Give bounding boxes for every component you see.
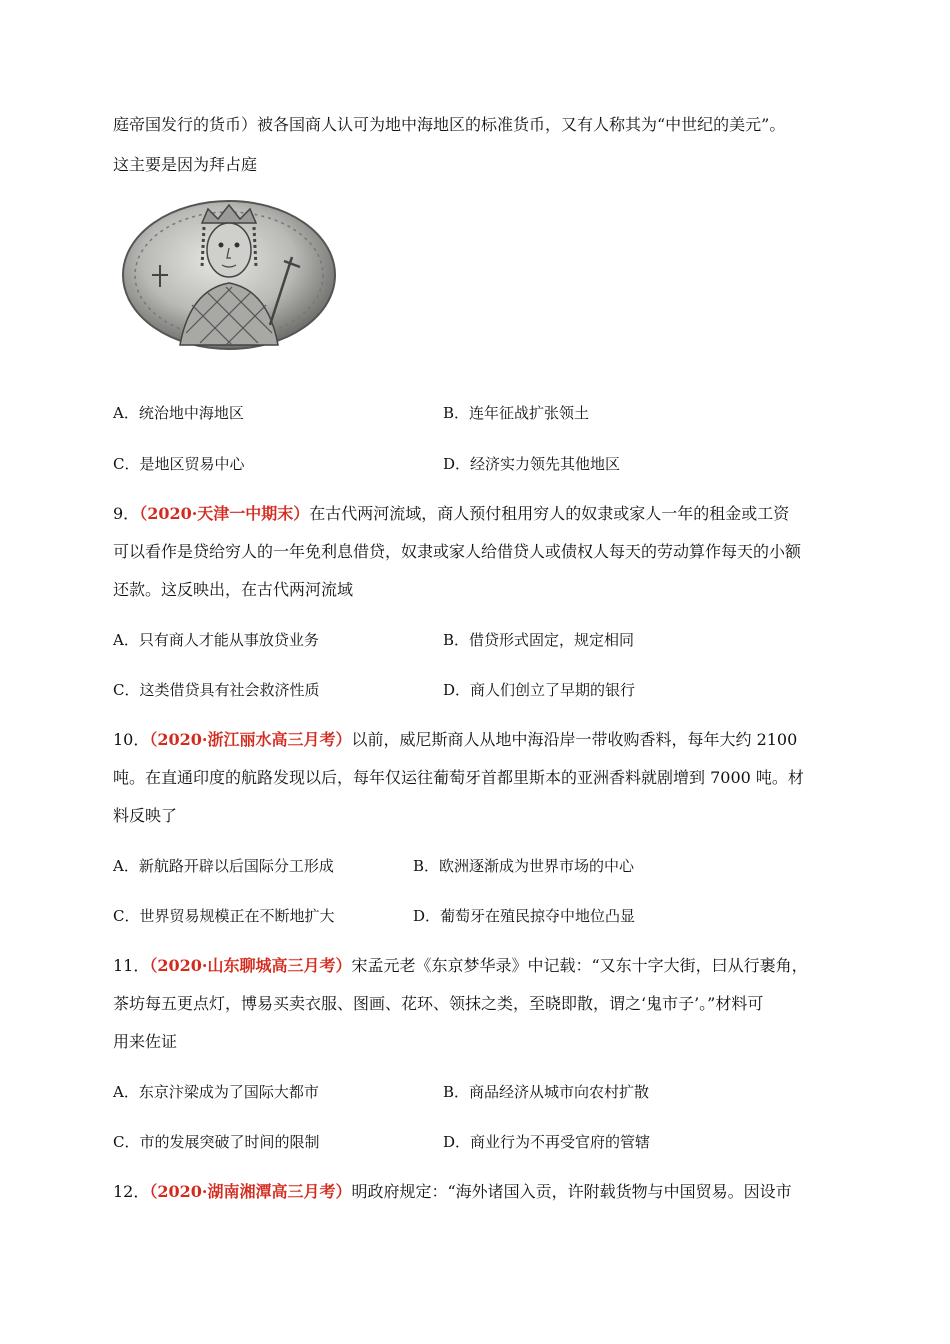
- q11-option-c[interactable]: C．市的发展突破了时间的限制: [113, 1133, 320, 1151]
- q10-stem-line2: 吨。在直通印度的航路发现以后，每年仅运往葡萄牙首都里斯本的亚洲香料就剧增到 7000 吨。材: [113, 768, 804, 787]
- q11-stem-line2: 茶坊每五更点灯，博易买卖衣服、图画、花环、领抹之类，至晓即散，谓之‘鬼市子’。”材料可: [113, 994, 764, 1013]
- q12-text: 明政府规定：“海外诸国入贡，许附载货物与中国贸易。因设市: [351, 1182, 792, 1201]
- q11-option-d[interactable]: D．商业行为不再受官府的管辖: [443, 1133, 651, 1151]
- q10-stem-line1: [113, 729, 797, 751]
- q12-stem-line1: [113, 1181, 792, 1203]
- q9-option-b[interactable]: B．借贷形式固定，规定相同: [443, 631, 635, 649]
- q8-option-a[interactable]: A．统治地中海地区: [113, 404, 244, 422]
- q9-number: 9．: [113, 504, 140, 523]
- q8-stem-line1: 庭帝国发行的货币）被各国商人认可为地中海地区的标准货币，又有人称其为“中世纪的美元”。: [113, 115, 786, 134]
- q11-source-tag: （2020·山东聊城高三月考）: [149, 956, 352, 975]
- q10-option-a[interactable]: A．新航路开辟以后国际分工形成: [113, 857, 334, 875]
- q9-stem-line2: 可以看作是贷给穷人的一年免利息借贷，奴隶或家人给借贷人或债权人每天的劳动算作每天的小额: [113, 542, 802, 561]
- q8-option-c[interactable]: C．是地区贸易中心: [113, 455, 245, 473]
- q10-text: 以前，威尼斯商人从地中海沿岸一带收购香料，每年大约 2100: [351, 730, 798, 749]
- q10-option-b[interactable]: B．欧洲逐渐成为世界市场的中心: [413, 857, 635, 875]
- q11-option-b[interactable]: B．商品经济从城市向农村扩散: [443, 1083, 650, 1101]
- q8-option-d[interactable]: D．经济实力领先其他地区: [443, 455, 621, 473]
- q9-option-a[interactable]: A．只有商人才能从事放贷业务: [113, 631, 319, 649]
- q12-number: 12．: [113, 1182, 150, 1201]
- q11-number: 11．: [113, 956, 150, 975]
- q10-option-c[interactable]: C．世界贸易规模正在不断地扩大: [113, 907, 335, 925]
- q9-option-d[interactable]: D．商人们创立了早期的银行: [443, 681, 636, 699]
- q9-option-c[interactable]: C．这类借贷具有社会救济性质: [113, 681, 320, 699]
- q10-source-tag: （2020·浙江丽水高三月考）: [149, 730, 352, 749]
- q11-option-a[interactable]: A．东京汴梁成为了国际大都市: [113, 1083, 319, 1101]
- q11-stem-line3: 用来佐证: [113, 1032, 178, 1051]
- q10-number: 10．: [113, 730, 150, 749]
- q9-source-tag: （2020·天津一中期末）: [139, 504, 310, 523]
- q9-stem-line3: 还款。这反映出，在古代两河流域: [113, 580, 354, 599]
- q12-source-tag: （2020·湖南湘潭高三月考）: [149, 1182, 352, 1201]
- q11-stem-line1: [113, 955, 808, 977]
- byzantine-coin-image: [120, 195, 338, 353]
- q9-text: 在古代两河流域，商人预付租用穷人的奴隶或家人一年的租金或工资: [309, 504, 790, 523]
- q8-option-b[interactable]: B．连年征战扩张领土: [443, 404, 590, 422]
- q8-stem-line2: 这主要是因为拜占庭: [113, 155, 258, 174]
- q10-option-d[interactable]: D．葡萄牙在殖民掠夺中地位凸显: [413, 907, 636, 925]
- q10-stem-line3: 料反映了: [113, 806, 178, 825]
- q11-text: 宋孟元老《东京梦华录》中记载：“又东十字大街，曰从行裹角，: [351, 956, 808, 975]
- q9-stem-line1: [113, 503, 789, 525]
